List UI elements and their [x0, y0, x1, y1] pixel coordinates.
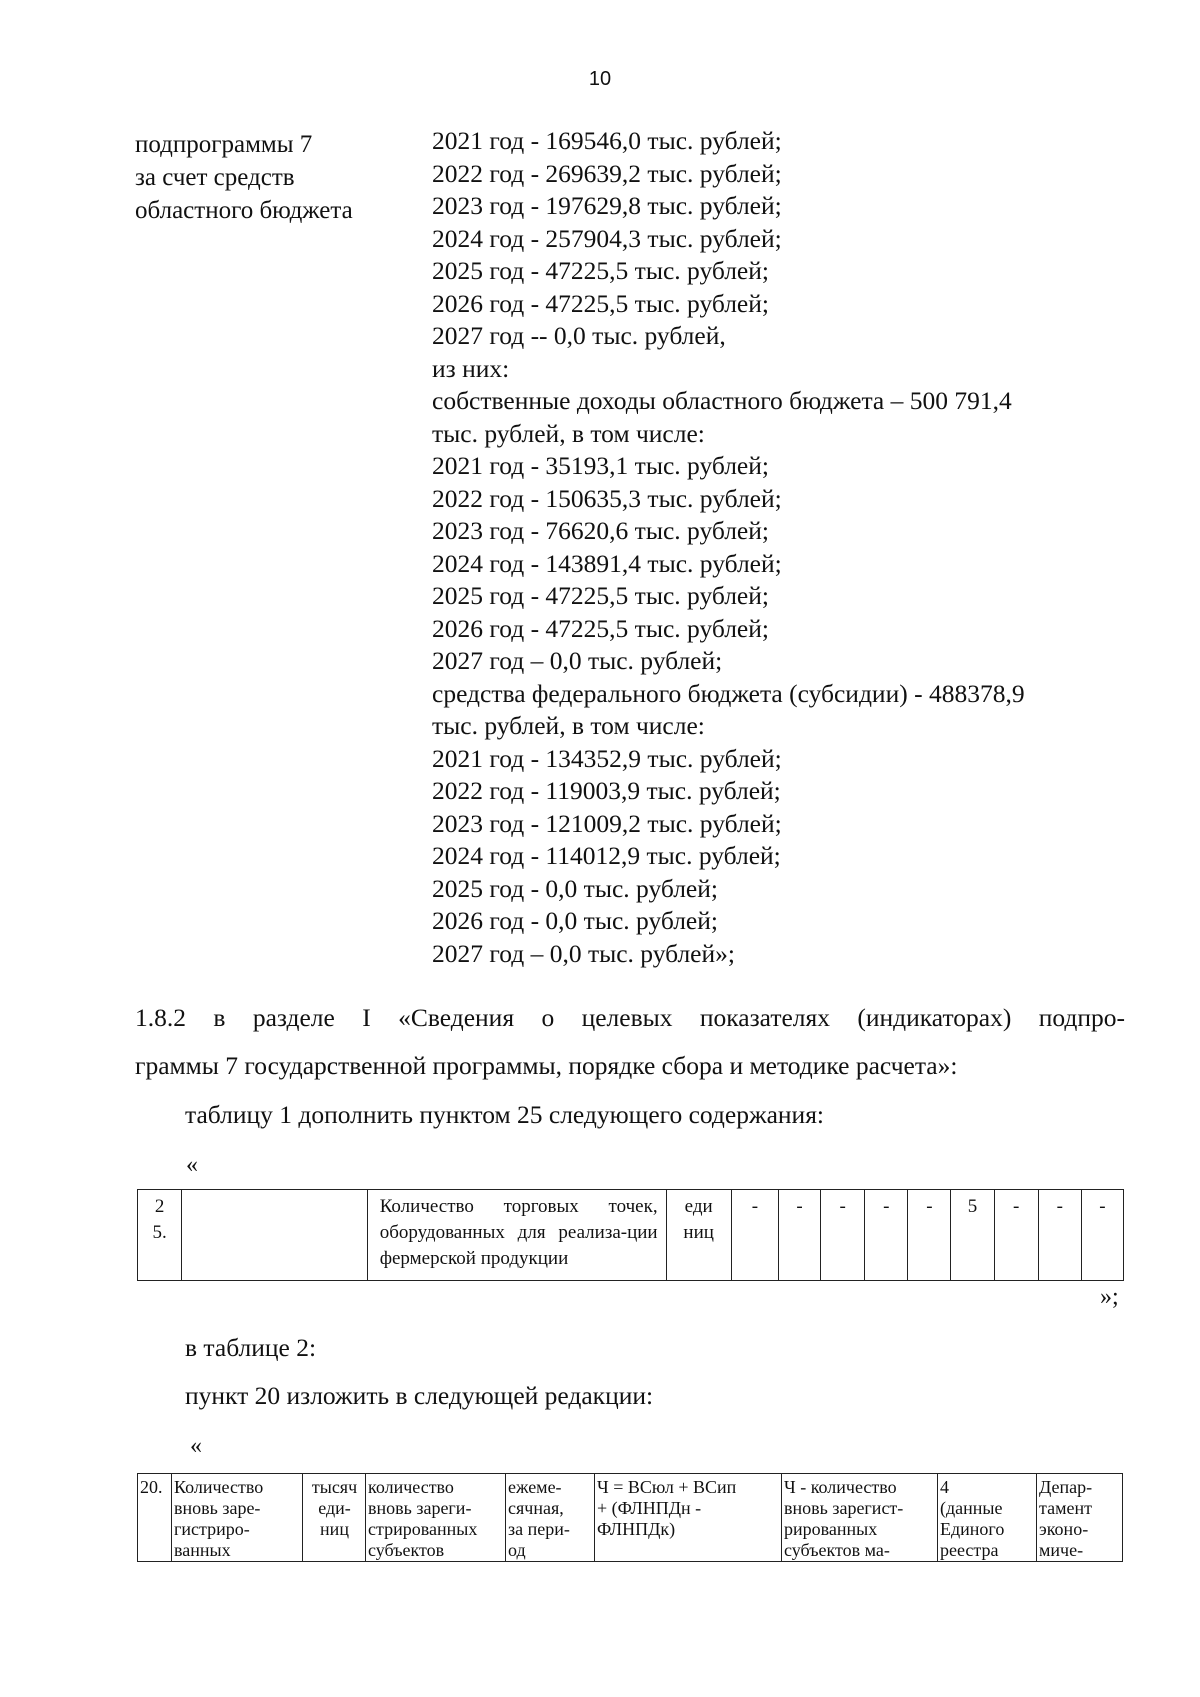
table-2-item-20	[137, 1473, 1123, 1562]
cell-line: субъектов	[368, 1540, 445, 1560]
cell-line: реестра	[940, 1540, 999, 1560]
cell-line: миче-	[1039, 1540, 1084, 1560]
funding-line: 2022 год - 269639,2 тыс. рублей;	[432, 158, 782, 188]
cell-line: тысяч	[311, 1477, 358, 1497]
cell-line: стрированных	[368, 1519, 478, 1539]
value-cell: -	[908, 1190, 951, 1281]
cell-line: тамент	[1039, 1498, 1092, 1518]
source-cell	[938, 1474, 1037, 1562]
funding-line: 2025 год - 47225,5 тыс. рублей;	[432, 581, 769, 610]
funding-line: 2021 год - 35193,1 тыс. рублей;	[432, 451, 769, 480]
cell-line: за пери-	[508, 1519, 570, 1539]
funding-line: 2026 год - 47225,5 тыс. рублей;	[432, 288, 769, 318]
cell-line: ФЛНПДк)	[597, 1519, 676, 1539]
cell-line: ежеме-	[508, 1477, 562, 1497]
definition-cell	[366, 1474, 506, 1562]
cell-line: субъектов ма-	[784, 1540, 890, 1560]
cell-line: вновь заре-	[174, 1498, 261, 1518]
funding-line: 2024 год - 257904,3 тыс. рублей;	[432, 223, 782, 253]
funding-line: 2022 год - 150635,3 тыс. рублей;	[432, 483, 782, 513]
funding-line: 2023 год - 121009,2 тыс. рублей;	[432, 808, 782, 838]
funding-line: 2027 год – 0,0 тыс. рублей;	[432, 646, 723, 675]
funding-line: 2027 год -- 0,0 тыс. рублей,	[432, 321, 726, 350]
label-line: областного бюджета	[135, 197, 353, 224]
funding-breakdown	[432, 125, 1025, 970]
cell-line: сячная,	[508, 1498, 564, 1518]
funding-line: 2024 год - 114012,9 тыс. рублей;	[432, 841, 781, 870]
cell-line: вновь зареги-	[368, 1498, 472, 1518]
value-cell: -	[731, 1190, 778, 1281]
page-number: 10	[588, 68, 612, 90]
funding-line: 2021 год - 134352,9 тыс. рублей;	[432, 743, 782, 773]
responsible-cell	[1037, 1474, 1123, 1562]
cell-line: (данные	[940, 1498, 1003, 1518]
open-quote-2: «	[190, 1433, 202, 1459]
unit-cell	[303, 1474, 366, 1562]
cell-line: Единого	[940, 1519, 1005, 1539]
indicator-name: Количество торговых точек, оборудованных для реализа-ции фермерской продукции	[367, 1190, 666, 1281]
cell-line: Депар-	[1039, 1477, 1093, 1497]
paragraph-1-line-2: граммы 7 государственной программы, порядке сбора и методике расчета»:	[135, 1051, 958, 1080]
row-number: 2 5.	[138, 1190, 182, 1281]
cell-line: рированных	[784, 1519, 878, 1539]
funding-line: 2027 год – 0,0 тыс. рублей»;	[432, 938, 735, 968]
value-cell: -	[865, 1190, 908, 1281]
paragraph-3: в таблице 2:	[185, 1333, 317, 1362]
cell-line: 20.	[140, 1477, 163, 1497]
cell-line: Ч = ВСюл + ВСип	[597, 1477, 737, 1497]
value-cell: -	[1038, 1190, 1081, 1281]
value-cell: -	[1081, 1190, 1123, 1281]
funding-line: 2026 год - 47225,5 тыс. рублей;	[432, 613, 769, 643]
funding-source-label	[135, 128, 353, 227]
value-cell: 5	[951, 1190, 994, 1281]
cell-line: од	[508, 1540, 526, 1560]
unit-cell: еди ниц	[666, 1190, 731, 1281]
funding-line: 2023 год - 197629,8 тыс. рублей;	[432, 191, 782, 220]
label-line: подпрограммы 7	[135, 131, 313, 158]
table-row	[138, 1474, 1123, 1562]
funding-line: из них:	[432, 353, 510, 383]
empty-cell	[182, 1190, 368, 1281]
cell-line: 4	[940, 1477, 949, 1497]
table-row	[138, 1190, 1124, 1281]
cell-line: Количество	[174, 1477, 264, 1497]
cell-line: + (ФЛНПДн -	[597, 1498, 702, 1518]
funding-line: 2023 год - 76620,6 тыс. рублей;	[432, 516, 769, 545]
cell-line: еди-	[318, 1498, 351, 1518]
formula-legend-cell	[782, 1474, 938, 1562]
value-cell: -	[821, 1190, 865, 1281]
funding-line: тыс. рублей, в том числе:	[432, 418, 705, 448]
value-cell: -	[778, 1190, 820, 1281]
cell-line: Ч - количество	[784, 1477, 897, 1497]
row-number	[138, 1474, 172, 1562]
label-line: за счет средств	[135, 164, 295, 191]
funding-line: тыс. рублей, в том числе:	[432, 711, 705, 740]
funding-line: 2025 год - 0,0 тыс. рублей;	[432, 873, 718, 903]
close-quote: »;	[1100, 1284, 1119, 1310]
cell-line: вновь зарегист-	[784, 1498, 904, 1518]
funding-line: 2024 год - 143891,4 тыс. рублей;	[432, 548, 782, 578]
cell-line: количество	[368, 1477, 454, 1497]
cell-line: ванных	[174, 1540, 231, 1560]
funding-line: 2021 год - 169546,0 тыс. рублей;	[432, 126, 782, 155]
cell-line: гистриро-	[174, 1519, 250, 1539]
cell-line: ниц	[320, 1519, 349, 1539]
funding-line: 2025 год - 47225,5 тыс. рублей;	[432, 256, 769, 285]
funding-line: 2026 год - 0,0 тыс. рублей;	[432, 906, 718, 935]
formula-cell	[595, 1474, 782, 1562]
open-quote: «	[186, 1152, 198, 1178]
periodicity-cell	[506, 1474, 595, 1562]
paragraph-4: пункт 20 изложить в следующей редакции:	[185, 1381, 654, 1410]
table-1-addition	[137, 1189, 1124, 1281]
funding-line: 2022 год - 119003,9 тыс. рублей;	[432, 776, 781, 805]
value-cell: -	[994, 1190, 1038, 1281]
indicator-name	[172, 1474, 303, 1562]
funding-line: средства федерального бюджета (субсидии) - 488378,9	[432, 678, 1025, 708]
paragraph-2: таблицу 1 дополнить пунктом 25 следующего содержания:	[185, 1100, 825, 1129]
funding-line: собственные доходы областного бюджета – 500 791,4	[432, 386, 1012, 415]
cell-line: эконо-	[1039, 1519, 1089, 1539]
paragraph-1-line-1: 1.8.2 в разделе I «Сведения о целевых показателях (индикаторах) подпро-	[135, 1003, 1125, 1032]
